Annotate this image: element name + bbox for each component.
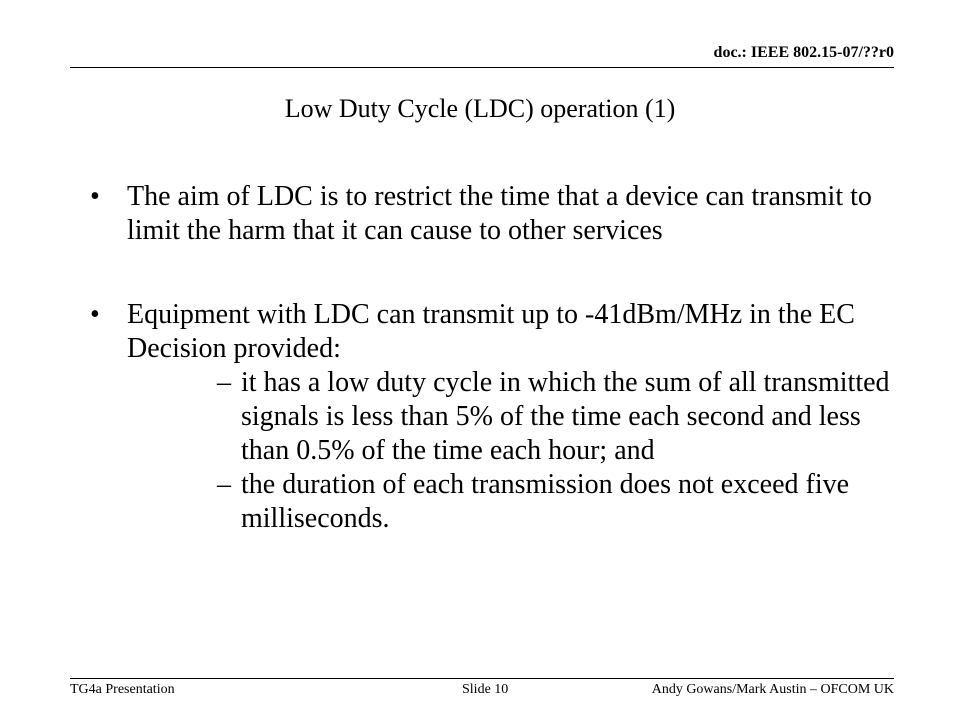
subbullet-list <box>90 366 900 536</box>
header-divider <box>70 67 894 68</box>
slide-body <box>90 180 900 536</box>
bullet-icon: • <box>90 181 100 212</box>
subbullet-item <box>217 366 900 468</box>
bullet-text: The aim of LDC is to restrict the time that a device can transmit to limit the harm that it can cause to other services <box>127 181 872 246</box>
bullet-item <box>90 298 900 366</box>
subbullet-text: the duration of each transmission does not exceed five milliseconds. <box>241 469 850 534</box>
footer-slide-number: Slide 10 <box>462 682 509 697</box>
document-id: doc.: IEEE 802.15-07/??r0 <box>713 44 894 61</box>
dash-icon: – <box>217 469 231 500</box>
slide-title: Low Duty Cycle (LDC) operation (1) <box>284 94 676 123</box>
bullet-text: Equipment with LDC can transmit up to -41dBm/MHz in the EC Decision provided: <box>127 299 855 364</box>
footer-authors: Andy Gowans/Mark Austin – OFCOM UK <box>651 682 894 697</box>
dash-icon: – <box>217 367 231 398</box>
subbullet-item <box>217 468 900 536</box>
bullet-icon: • <box>90 299 100 330</box>
subbullet-text: it has a low duty cycle in which the sum of all transmitted signals is less than 5% of the time each second and less than 0.5% of the time each hour; and <box>241 367 890 466</box>
bullet-item <box>90 180 900 248</box>
footer-presentation-name: TG4a Presentation <box>70 682 175 697</box>
footer-divider <box>70 678 894 679</box>
